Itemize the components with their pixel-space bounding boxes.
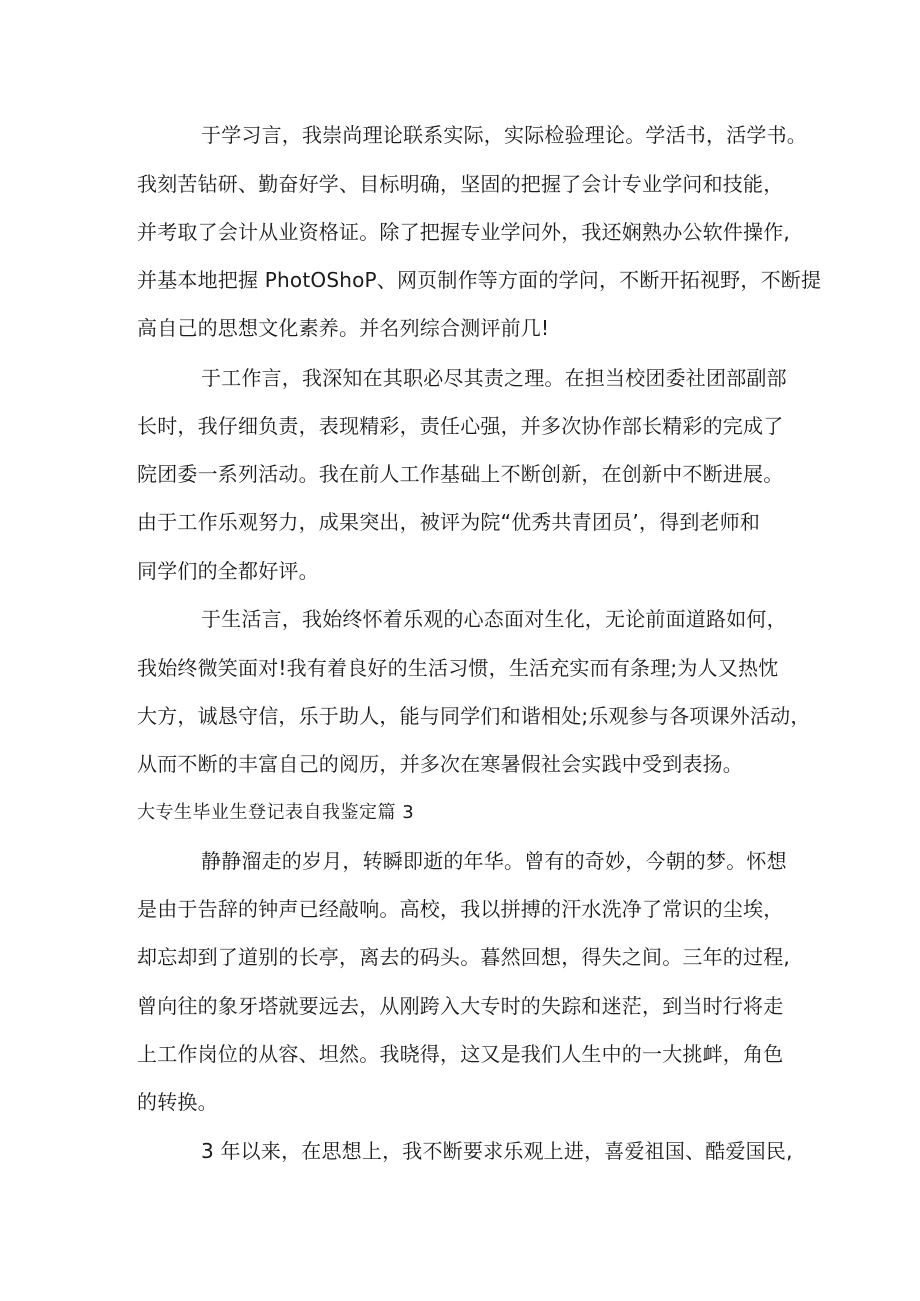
paragraph-3-line-1: 于生活言，我始终怀着乐观的心态面对生化，无论前面道路如何，: [201, 607, 787, 631]
paragraph-4-line-4: 曾向往的象牙塔就要远去，从刚跨入大专时的失踪和迷茫，到当时行将走: [137, 994, 784, 1018]
paragraph-2-line-2: 长时，我仔细负责，表现精彩，责任心强，并多次协作部长精彩的完成了: [137, 414, 784, 438]
paragraph-3-line-3: 大方，诚恳守信，乐于助人，能与同学们和谐相处;乐观参与各项课外活动，: [137, 704, 811, 728]
paragraph-2-line-3: 院团委一系列活动。我在前人工作基础上不断创新，在创新中不断进展。: [137, 462, 784, 486]
paragraph-1-line-5: 高自己的思想文化素养。并名列综合测评前几!: [137, 316, 550, 340]
paragraph-4-line-1: 静静溜走的岁月，转瞬即逝的年华。曾有的奇妙，今朝的梦。怀想: [201, 849, 787, 873]
paragraph-3-line-4: 从而不断的丰富自己的阅历，并多次在寒暑假社会实践中受到表扬。: [137, 752, 743, 776]
paragraph-4-line-5: 上工作岗位的从容、坦然。我晓得，这又是我们人生中的一大挑衅，角色: [137, 1042, 784, 1066]
paragraph-1-line-3: 并考取了会计从业资格证。除了把握专业学问外，我还娴熟办公软件操作,: [137, 220, 790, 244]
paragraph-2-line-4: 由于工作乐观努力，成果突出，被评为院“优秀共青团员’，得到老师和: [137, 510, 761, 534]
paragraph-4-line-6: 的转换。: [137, 1090, 218, 1114]
paragraph-3-line-2: 我始终微笑面对!我有着良好的生活习惯，生活充实而有条理;为人又热忱: [137, 656, 779, 680]
paragraph-1-line-4: 并基本地把握 PhotOShoP、网页制作等方面的学问，不断开拓视野，不断提: [137, 268, 822, 292]
paragraph-1-line-1: 于学习言，我崇尚理论联系实际，实际检验理论。学活书，活学书。: [201, 123, 807, 147]
paragraph-4-line-2: 是由于告辞的钟声已经敲响。高校，我以拼搏的汗水洗净了常识的尘埃，: [137, 897, 784, 921]
paragraph-5-line-1: 3 年以来，在思想上，我不断要求乐观上进，喜爱祖国、酷爱国民,: [201, 1139, 793, 1163]
paragraph-2-line-1: 于工作言，我深知在其职必尽其责之理。在担当校团委社团部副部: [201, 366, 787, 390]
paragraph-4-line-3: 却忘却到了道别的长亭，离去的码头。暮然回想，得失之间。三年的过程,: [137, 945, 790, 969]
section-heading: 大专生毕业生登记表自我鉴定篇 3: [137, 802, 415, 823]
paragraph-2-line-5: 同学们的全都好评。: [137, 559, 319, 583]
paragraph-1-line-2: 我刻苦钻研、勤奋好学、目标明确，坚固的把握了会计专业学问和技能，: [137, 172, 784, 196]
